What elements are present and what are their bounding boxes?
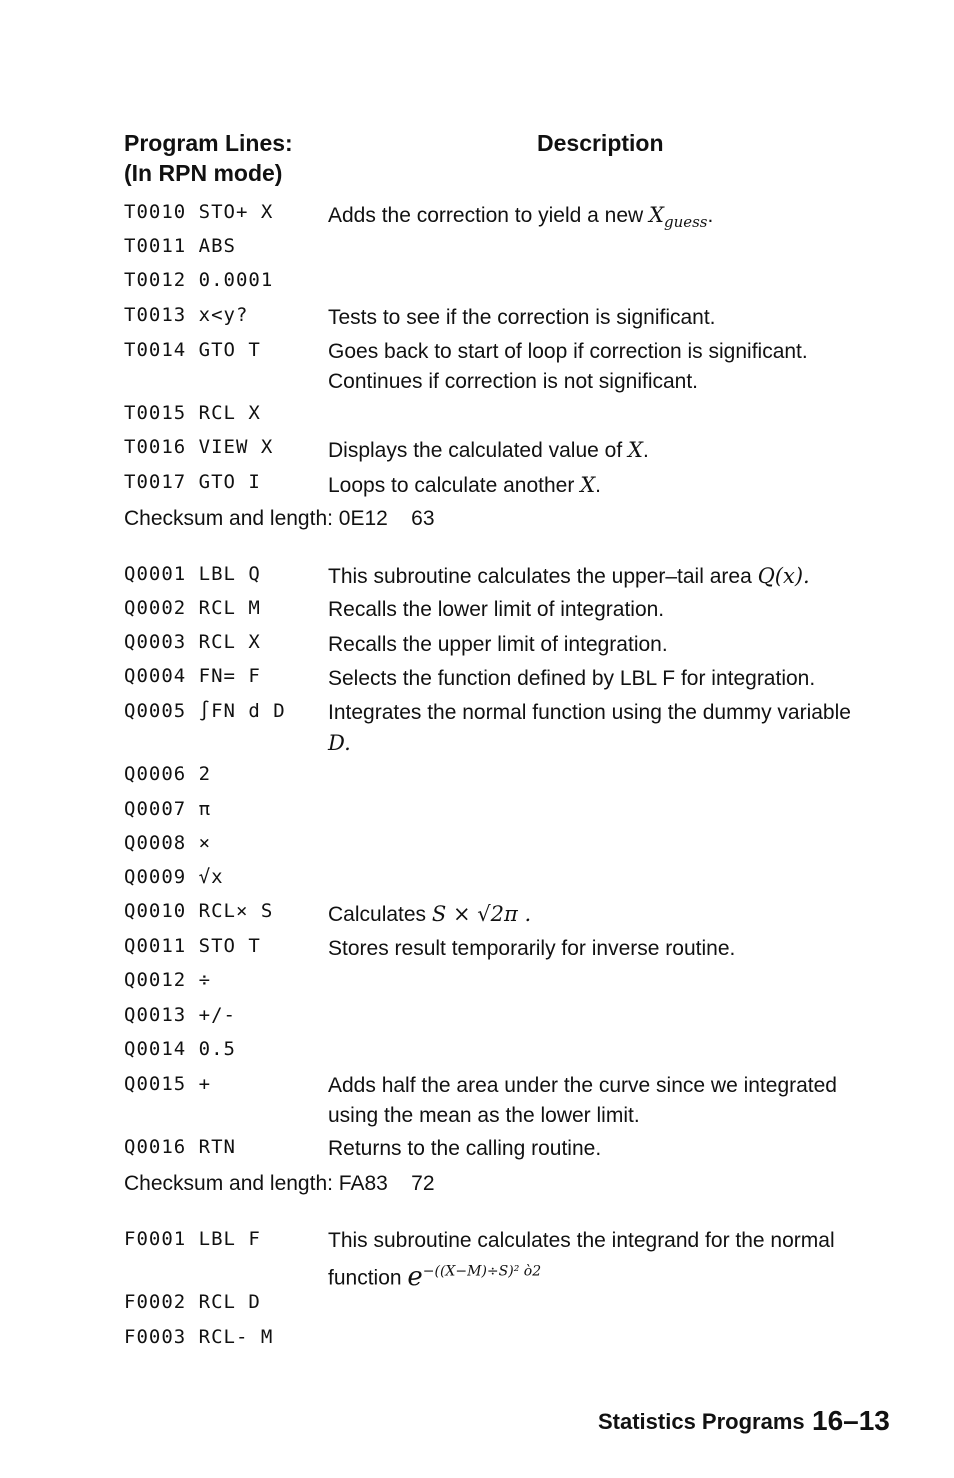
code-line: T0016 VIEW X [124, 436, 274, 458]
desc-line: Adds the correction to yield a new $X_{guess}$. [328, 203, 714, 232]
desc-line [328, 899, 873, 930]
desc-line: Selects the function defined by LBL F for integration. [328, 667, 816, 690]
code-line: T0012 0.0001 [124, 269, 274, 291]
code-line: Q0014 0.5 [124, 1038, 236, 1060]
code-line: Q0007 π [124, 798, 212, 820]
code-line: T0011 ABS [124, 235, 236, 257]
code-line: Q0016 RTN [124, 1136, 236, 1158]
header-description: Description [537, 130, 664, 156]
desc-text: Adds the correction to yield a new [328, 204, 650, 227]
code-line: Q0002 RCL M [124, 597, 261, 619]
checksum-q: Checksum and length: FA83 72 [124, 1172, 435, 1195]
code-line: Q0013 +/- [124, 1004, 236, 1026]
qx-text: Q(x). [757, 564, 810, 588]
code-line: T0013 x<y? [124, 304, 249, 326]
code-line: Q0008 × [124, 832, 212, 854]
desc-text: This subroutine calculates the integrand for the normal function [328, 1229, 835, 1290]
header-program-lines [124, 128, 293, 188]
desc-line: Tests to see if the correction is significant. [328, 306, 716, 329]
code-line: Q0003 RCL X [124, 631, 261, 653]
x-var: X [628, 438, 643, 462]
desc-line: Recalls the upper limit of integration. [328, 633, 668, 656]
desc-line: Returns to the calling routine. [328, 1137, 602, 1160]
code-line: Q0011 STO T [124, 935, 261, 957]
desc-line: Goes back to start of loop if correction is significant. Continues if correction is not significant. [328, 340, 808, 393]
rpn-mode-label: (In RPN mode) [124, 160, 283, 186]
x-var: X [580, 473, 596, 497]
code-line: F0002 RCL D [124, 1291, 261, 1313]
code-line: T0010 STO+ X [124, 201, 274, 223]
desc-text: Loops to calculate another [328, 474, 581, 497]
desc-line: Recalls the lower limit of integration. [328, 598, 665, 621]
code-line: T0014 GTO T [124, 339, 261, 361]
code-line: T0015 RCL X [124, 402, 261, 424]
desc-line [328, 561, 873, 592]
xguess-sub: guess [663, 213, 708, 232]
desc-line: Stores result temporarily for inverse routine. [328, 937, 736, 960]
xguess-var: X [649, 203, 664, 227]
code-line: Q0004 FN= F [124, 665, 261, 687]
desc-text: Integrates the normal function using the dummy variable [328, 701, 851, 724]
desc-line [328, 1226, 858, 1294]
code-line: Q0010 RCL× S [124, 900, 274, 922]
exp-formula [407, 1262, 541, 1292]
exp-power: −((X−M)÷S)² ò2 [422, 1263, 542, 1279]
desc-text: Calculates [328, 903, 432, 926]
code-line: Q0005 ∫FN d D [124, 700, 286, 722]
checksum-t: Checksum and length: 0E12 63 [124, 507, 435, 530]
code-line: T0017 GTO I [124, 471, 261, 493]
desc-text: This subroutine calculates the upper–tail area [328, 565, 758, 588]
calc-expr: S × √2π . [431, 902, 532, 926]
desc-line: Displays the calculated value of X. [328, 438, 649, 462]
footer-page-number: 16–13 [812, 1405, 890, 1436]
desc-line: Loops to calculate another X. [328, 473, 601, 497]
code-line: Q0009 √x [124, 866, 224, 888]
desc-text: Displays the calculated value of [328, 439, 628, 462]
code-line: Q0001 LBL Q [124, 563, 261, 585]
program-lines-label: Program Lines: [124, 130, 293, 156]
desc-line [328, 698, 873, 759]
code-line: F0001 LBL F [124, 1228, 261, 1250]
code-line: Q0006 2 [124, 763, 212, 785]
code-line: Q0012 ÷ [124, 969, 212, 991]
exp-base: e [407, 1261, 423, 1292]
code-line: Q0015 + [124, 1073, 212, 1095]
footer-title: Statistics Programs [598, 1409, 805, 1434]
code-line: F0003 RCL- M [124, 1326, 274, 1348]
desc-line: Adds half the area under the curve since we integrated using the mean as the lower limit. [328, 1074, 837, 1127]
d-var: D. [328, 731, 351, 755]
